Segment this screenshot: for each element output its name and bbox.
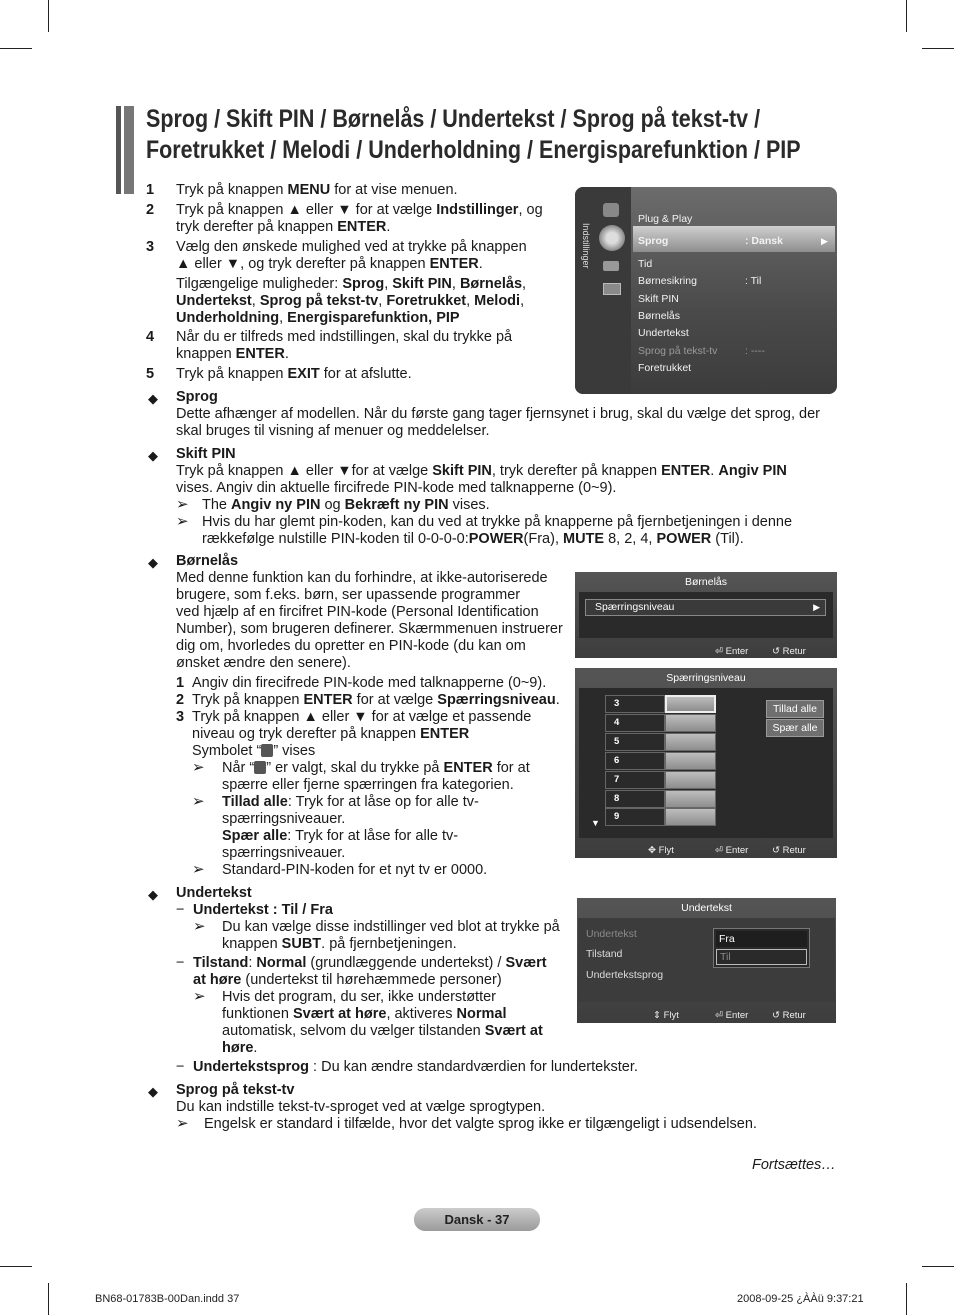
level-row[interactable] xyxy=(605,808,716,826)
osd-item-tid[interactable]: Tid xyxy=(638,258,653,270)
level-row[interactable] xyxy=(605,733,716,751)
enter-hint: ⏎ Enter xyxy=(715,845,749,856)
return-hint: ↺ Retur xyxy=(772,646,806,657)
right-arrow-icon: ▶ xyxy=(813,602,820,612)
lock-icon xyxy=(254,761,266,774)
step-number: 2 xyxy=(146,202,155,218)
level-lock-cell[interactable] xyxy=(665,714,716,732)
osd-undertekst-panel xyxy=(577,898,836,1023)
undertekst-note-1: Du kan vælge disse indstillinger ved blot at trykke på xyxy=(222,919,560,935)
bornelas-note-2-b-cont: spærringsniveauer. xyxy=(222,845,346,861)
osd-item-foretrukket[interactable]: Foretrukket xyxy=(638,362,692,374)
bornelas-para: ønsket ændre den senere). xyxy=(176,655,351,671)
osd-level-panel xyxy=(575,668,837,858)
note-arrow-icon: ➢ xyxy=(192,861,205,878)
note-arrow-icon: ➢ xyxy=(192,759,205,776)
continued-label: Fortsættes… xyxy=(752,1157,836,1173)
osd-item-plug-play[interactable]: Plug & Play xyxy=(638,213,693,225)
undertekst-sub-2-cont: at høre (undertekst til hørehæmmede personer) xyxy=(193,972,502,988)
return-hint: ↺ Retur xyxy=(772,1010,806,1021)
note-arrow-icon: ➢ xyxy=(192,793,205,810)
crop-mark xyxy=(906,1283,907,1315)
enter-hint: ⏎ Enter xyxy=(715,1010,749,1021)
teksttv-heading: Sprog på tekst-tv xyxy=(176,1082,295,1098)
picture-icon xyxy=(603,203,619,217)
crop-mark xyxy=(48,1283,49,1315)
step-2-text-cont: tryk derefter på knappen ENTER. xyxy=(176,219,391,235)
step-number: 4 xyxy=(146,329,155,345)
osd-panel-title: Spærringsniveau xyxy=(666,672,746,684)
level-label: 5 xyxy=(605,733,665,751)
allow-all-button[interactable]: Tillad alle xyxy=(766,700,824,718)
level-row[interactable] xyxy=(605,771,716,789)
osd-item-bornelas[interactable]: Børnelås xyxy=(638,310,681,322)
move-hint: ⇕ Flyt xyxy=(653,1010,679,1021)
osd-item-sprog-value: : Dansk xyxy=(745,235,783,247)
level-row[interactable] xyxy=(605,790,716,808)
sprog-body: Dette afhænger af modellen. Når du første gang tager fjernsynet i brug, skal du vælge det sprog, der xyxy=(176,406,820,422)
level-label: 7 xyxy=(605,771,665,789)
level-row[interactable] xyxy=(605,714,716,732)
bornelas-note-1: Når “ ” er valgt, skal du trykke på ENTER for at xyxy=(222,760,530,776)
bornelas-heading: Børnelås xyxy=(176,553,239,569)
title-accent-bar xyxy=(116,106,134,194)
undertekst-sub-3: Undertekstsprog : Du kan ændre standardværdien for lundertekster. xyxy=(193,1059,638,1075)
skiftpin-note-2: Hvis du har glemt pin-koden, kan du ved at trykke på knapperne på fjernbetjeningen i denne xyxy=(202,514,793,530)
gear-icon xyxy=(599,225,625,251)
osd-undertekstsprog-item[interactable]: Undertekstsprog xyxy=(586,969,664,981)
page-number-badge: Dansk - 37 xyxy=(414,1208,540,1231)
osd-undertekst-item: Undertekst xyxy=(586,928,637,940)
enter-hint: ⏎ Enter xyxy=(715,646,749,657)
diamond-bullet-icon: ◆ xyxy=(148,1084,158,1099)
crop-mark xyxy=(0,1266,32,1267)
osd-panel-title: Børnelås xyxy=(684,576,727,588)
level-row[interactable] xyxy=(605,752,716,770)
footer-date: 2008-09-25 ¿ÀÀü 9:37:21 xyxy=(737,1293,864,1305)
sprog-body-cont: skal bruges til visning af menuer og meddelelser. xyxy=(176,423,490,439)
undertekst-note-2: Hvis det program, du ser, ikke understøtter xyxy=(222,989,496,1005)
osd-tilstand-item[interactable]: Tilstand xyxy=(586,948,623,960)
bornelas-step-3-symbol: Symbolet “ ” vises xyxy=(192,743,316,759)
level-label: 6 xyxy=(605,752,665,770)
step-number: 1 xyxy=(146,182,155,198)
substep-number: 2 xyxy=(176,692,185,708)
step-number: 5 xyxy=(146,366,155,382)
application-icon xyxy=(603,283,621,295)
step-4-text: Når du er tilfreds med indstillingen, skal du trykke på xyxy=(176,329,513,345)
level-row[interactable] xyxy=(605,695,716,713)
step-3-text: Vælg den ønskede mulighed ved at trykke på knappen xyxy=(176,239,527,255)
page-title: Sprog / Skift PIN / Børnelås / Undertekst / Sprog på tekst-tv / Foretrukket / Melodi / Underholdning / Energisparefunktion / PIP xyxy=(146,105,801,164)
dash: − xyxy=(176,902,185,918)
undertekst-note-1-cont: knappen SUBT. på fjernbetjeningen. xyxy=(222,936,457,952)
level-lock-cell[interactable] xyxy=(665,771,716,789)
diamond-bullet-icon: ◆ xyxy=(148,448,158,463)
osd-settings-menu xyxy=(575,187,837,394)
note-arrow-icon: ➢ xyxy=(176,496,189,513)
crop-mark xyxy=(0,48,32,49)
osd-item-tekst-tv-value: : ---- xyxy=(745,345,765,357)
skiftpin-heading: Skift PIN xyxy=(176,446,236,462)
return-hint: ↺ Retur xyxy=(772,845,806,856)
option-fra[interactable]: Fra xyxy=(716,931,807,947)
step-number: 3 xyxy=(146,239,155,255)
osd-item-undertekst[interactable]: Undertekst xyxy=(638,327,689,339)
crop-mark xyxy=(906,0,907,32)
level-lock-cell[interactable] xyxy=(665,808,716,826)
level-label: 8 xyxy=(605,790,665,808)
skiftpin-line-2: vises. Angiv din aktuelle fircifrede PIN-kode med talknapperne (0~9). xyxy=(176,480,617,496)
bornelas-note-1-cont: spærre eller fjerne spærringen fra kategorien. xyxy=(222,777,514,793)
osd-panel-title: Undertekst xyxy=(681,902,732,914)
diamond-bullet-icon: ◆ xyxy=(148,887,158,902)
level-label: 3 xyxy=(605,695,665,713)
teksttv-body: Du kan indstille tekst-tv-sproget ved at vælge sprogtypen. xyxy=(176,1099,546,1115)
step-1-text: Tryk på knappen MENU for at vise menuen. xyxy=(176,182,458,198)
option-til[interactable]: Til xyxy=(716,949,807,965)
bornelas-note-2: Tillad alle: Tryk for at låse op for alle tv- xyxy=(222,794,479,810)
bornelas-para: ved hjælp af en fircifret PIN-kode (Personal Identification xyxy=(176,604,539,620)
undertekst-sub-1: Undertekst : Til / Fra xyxy=(193,902,333,918)
note-arrow-icon: ➢ xyxy=(193,988,206,1005)
bornelas-para: Number), som brugeren definerer. Skærmmenuen instruerer xyxy=(176,621,563,637)
bornelas-para: brugere, som f.eks. børn, ser upassende programmer xyxy=(176,587,521,603)
dash: − xyxy=(176,1059,185,1075)
bornelas-step-1: Angiv din firecifrede PIN-kode med talknapperne (0~9). xyxy=(192,675,547,691)
undertekst-sub-2: Tilstand: Normal (grundlæggende undertekst) / Svært xyxy=(193,955,547,971)
dash: − xyxy=(176,955,185,971)
undertekst-note-2-c: automatisk, selvom du vælger tilstanden Svært at xyxy=(222,1023,543,1039)
crop-mark xyxy=(922,1266,954,1267)
bornelas-step-3: Tryk på knappen ▲ eller ▼ for at vælge et passende xyxy=(192,709,532,725)
osd-item-bornesikring-value: : Til xyxy=(745,275,762,287)
step-3-text-cont: ▲ eller ▼, og tryk derefter på knappen ENTER. xyxy=(176,256,483,272)
input-icon xyxy=(603,261,619,271)
osd-item-sprog[interactable]: Sprog xyxy=(638,235,669,247)
step-4-text-cont: knappen ENTER. xyxy=(176,346,289,362)
note-arrow-icon: ➢ xyxy=(193,918,206,935)
down-arrow-icon: ▼ xyxy=(591,818,600,828)
diamond-bullet-icon: ◆ xyxy=(148,391,158,406)
step-2-text: Tryk på knappen ▲ eller ▼ for at vælge Indstillinger, og xyxy=(176,202,543,218)
options-line-2: Undertekst, Sprog på tekst-tv, Foretrukket, Melodi, xyxy=(176,293,525,309)
note-arrow-icon: ➢ xyxy=(176,1115,189,1132)
level-label: 9 xyxy=(605,808,665,826)
osd-item-bornesikring[interactable]: Børnesikring xyxy=(638,275,697,287)
bornelas-note-3: Standard-PIN-koden for et nyt tv er 0000. xyxy=(222,862,488,878)
bornelas-step-3-cont: niveau og tryk derefter på knappen ENTER xyxy=(192,726,470,742)
osd-item-skift-pin[interactable]: Skift PIN xyxy=(638,293,679,305)
osd-side-label: Indstillinger xyxy=(581,223,591,269)
bornelas-para: Med denne funktion kan du forhindre, at ikke-autoriserede xyxy=(176,570,548,586)
spaerringsniveau-row[interactable]: Spærringsniveau ▶ xyxy=(585,599,826,616)
crop-mark xyxy=(48,0,49,32)
undertekst-note-2-b: funktionen Svært at høre, aktiveres Normal xyxy=(222,1006,507,1022)
level-lock-cell[interactable] xyxy=(665,695,716,713)
note-arrow-icon: ➢ xyxy=(176,513,189,530)
substep-number: 3 xyxy=(176,709,185,725)
level-lock-cell[interactable] xyxy=(665,790,716,808)
osd-bornelas-panel xyxy=(575,572,837,658)
level-lock-cell[interactable] xyxy=(665,733,716,751)
undertekst-note-2-d: høre. xyxy=(222,1040,258,1056)
bornelas-step-2: Tryk på knappen ENTER for at vælge Spærringsniveau. xyxy=(192,692,560,708)
substep-number: 1 xyxy=(176,675,185,691)
options-line-3: Underholdning, Energisparefunktion, PIP xyxy=(176,310,460,326)
lock-icon xyxy=(261,744,273,757)
diamond-bullet-icon: ◆ xyxy=(148,555,158,570)
sprog-heading: Sprog xyxy=(176,389,218,405)
skiftpin-line-1: Tryk på knappen ▲ eller ▼for at vælge Skift PIN, tryk derefter på knappen ENTER. Angiv PIN xyxy=(176,463,787,479)
teksttv-note: Engelsk er standard i tilfælde, hvor det valgte sprog ikke er tilgængeligt i udsendelsen. xyxy=(204,1116,757,1132)
right-arrow-icon: ▶ xyxy=(821,236,828,246)
crop-mark xyxy=(922,48,954,49)
block-all-button[interactable]: Spær alle xyxy=(766,719,824,737)
skiftpin-note-1: The Angiv ny PIN og Bekræft ny PIN vises. xyxy=(202,497,490,513)
bornelas-note-2-b: Spær alle: Tryk for at låse for alle tv- xyxy=(222,828,459,844)
footer-file: BN68-01783B-00Dan.indd 37 xyxy=(95,1293,240,1305)
skiftpin-note-2-cont: rækkefølge nulstille PIN-koden til 0-0-0-0:POWER(Fra), MUTE 8, 2, 4, POWER (Til). xyxy=(202,531,744,547)
bornelas-note-2-cont: spærringsniveauer. xyxy=(222,811,346,827)
osd-item-tekst-tv: Sprog på tekst-tv xyxy=(638,345,718,357)
undertekst-heading: Undertekst xyxy=(176,885,252,901)
bornelas-para: dig om, hvorledes du opretter en PIN-kode (du kan om xyxy=(176,638,526,654)
move-hint: ✥ Flyt xyxy=(648,845,674,856)
options-line-1: Tilgængelige muligheder: Sprog, Skift PIN, Børnelås, xyxy=(176,276,527,292)
level-label: 4 xyxy=(605,714,665,732)
level-lock-cell[interactable] xyxy=(665,752,716,770)
step-5-text: Tryk på knappen EXIT for at afslutte. xyxy=(176,366,412,382)
